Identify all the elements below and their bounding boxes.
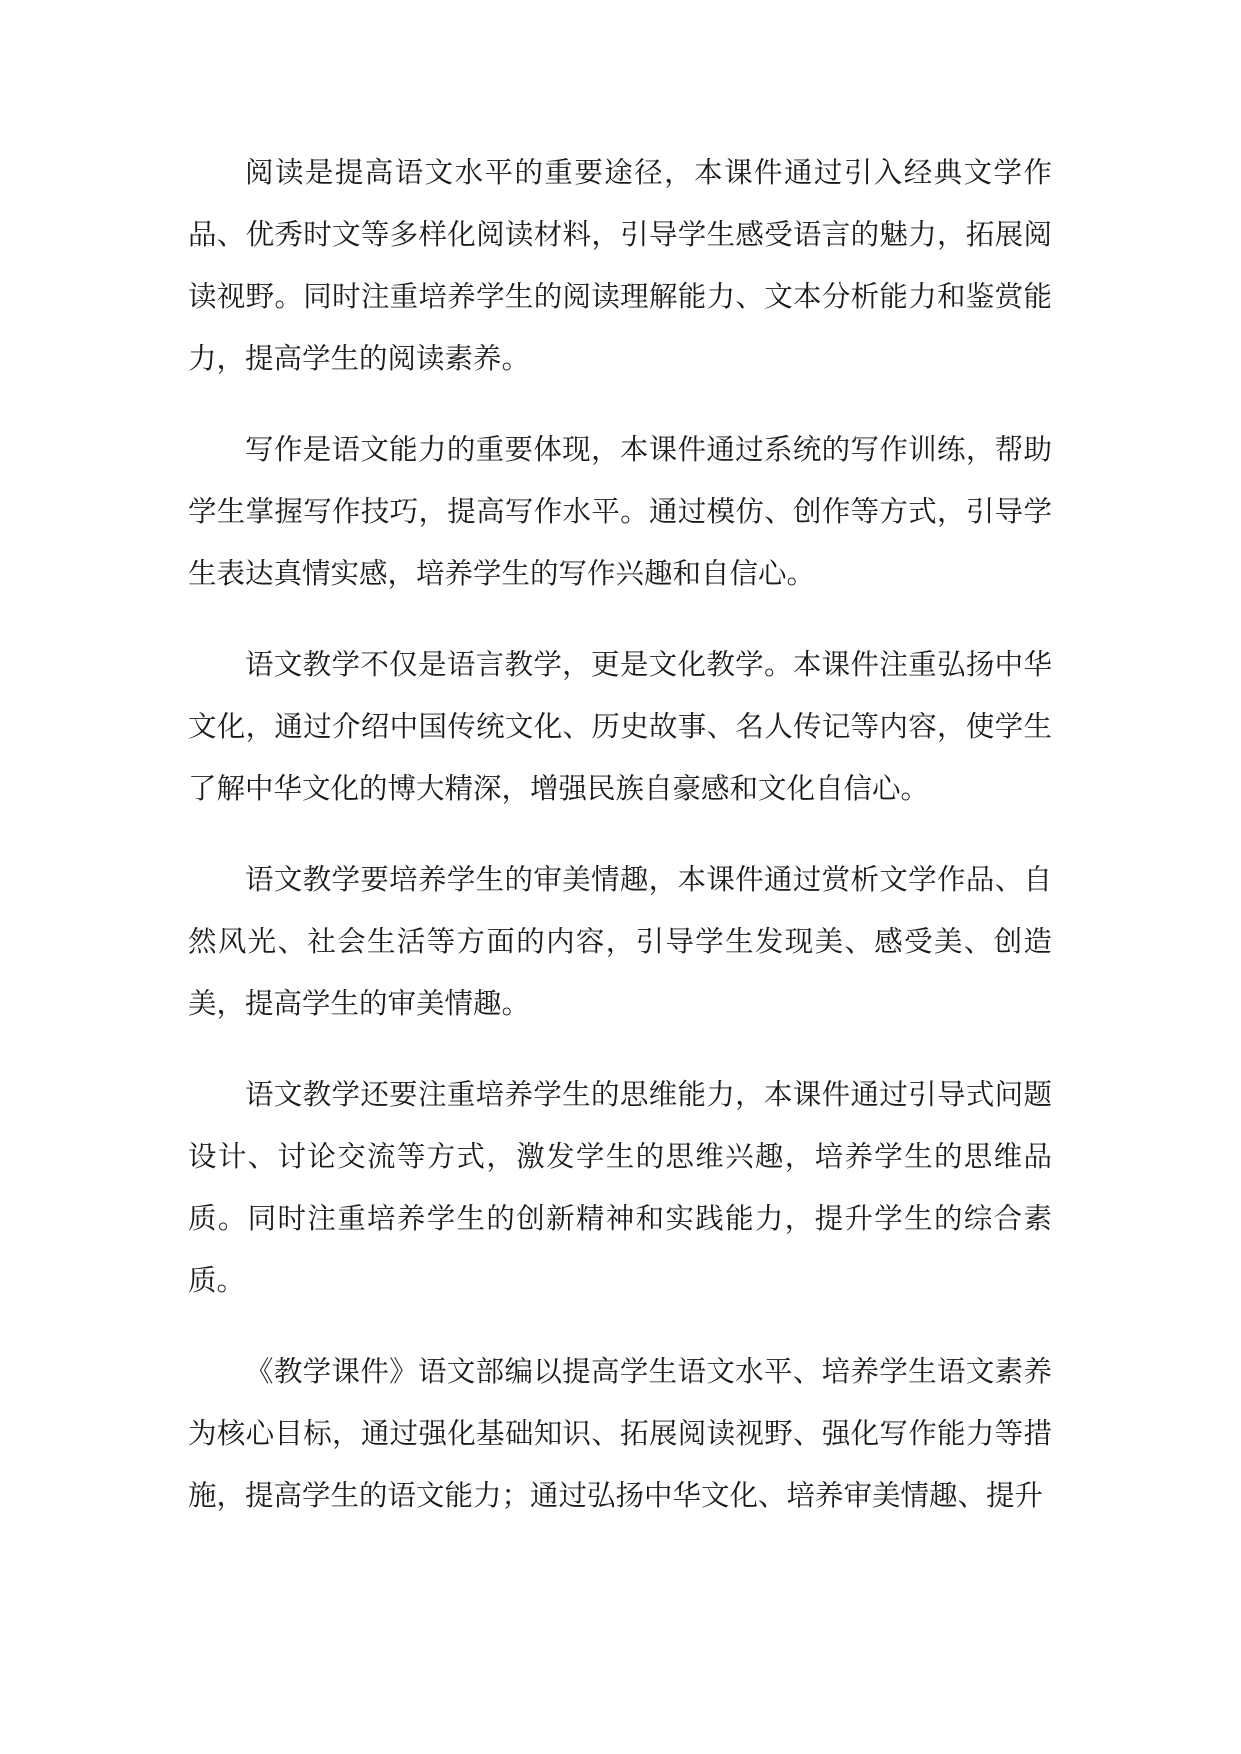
paragraph-culture: 语文教学不仅是语言教学，更是文化教学。本课件注重弘扬中华文化，通过介绍中国传统文化、历史故事、名人传记等内容，使学生了解中华文化的博大精深，增强民族自豪感和文化自信心。 xyxy=(188,648,1052,805)
paragraph-summary: 《教学课件》语文部编以提高学生语文水平、培养学生语文素养为核心目标，通过强化基础知识、拓展阅读视野、强化写作能力等措施，提高学生的语文能力；通过弘扬中华文化、培养审美情趣、提升 xyxy=(188,1355,1052,1512)
paragraph-writing: 写作是语文能力的重要体现，本课件通过系统的写作训练，帮助学生掌握写作技巧，提高写作水平。通过模仿、创作等方式，引导学生表达真情实感，培养学生的写作兴趣和自信心。 xyxy=(188,433,1052,590)
paragraph-reading: 阅读是提高语文水平的重要途径，本课件通过引入经典文学作品、优秀时文等多样化阅读材料，引导学生感受语言的魅力，拓展阅读视野。同时注重培养学生的阅读理解能力、文本分析能力和鉴赏能力，提高学生的阅读素养。 xyxy=(188,156,1052,375)
paragraph-aesthetics: 语文教学要培养学生的审美情趣，本课件通过赏析文学作品、自然风光、社会生活等方面的内容，引导学生发现美、感受美、创造美，提高学生的审美情趣。 xyxy=(188,863,1052,1020)
document-body xyxy=(188,142,1052,1527)
paragraph-thinking: 语文教学还要注重培养学生的思维能力，本课件通过引导式问题设计、讨论交流等方式，激发学生的思维兴趣，培养学生的思维品质。同时注重培养学生的创新精神和实践能力，提升学生的综合素质。 xyxy=(188,1078,1052,1297)
